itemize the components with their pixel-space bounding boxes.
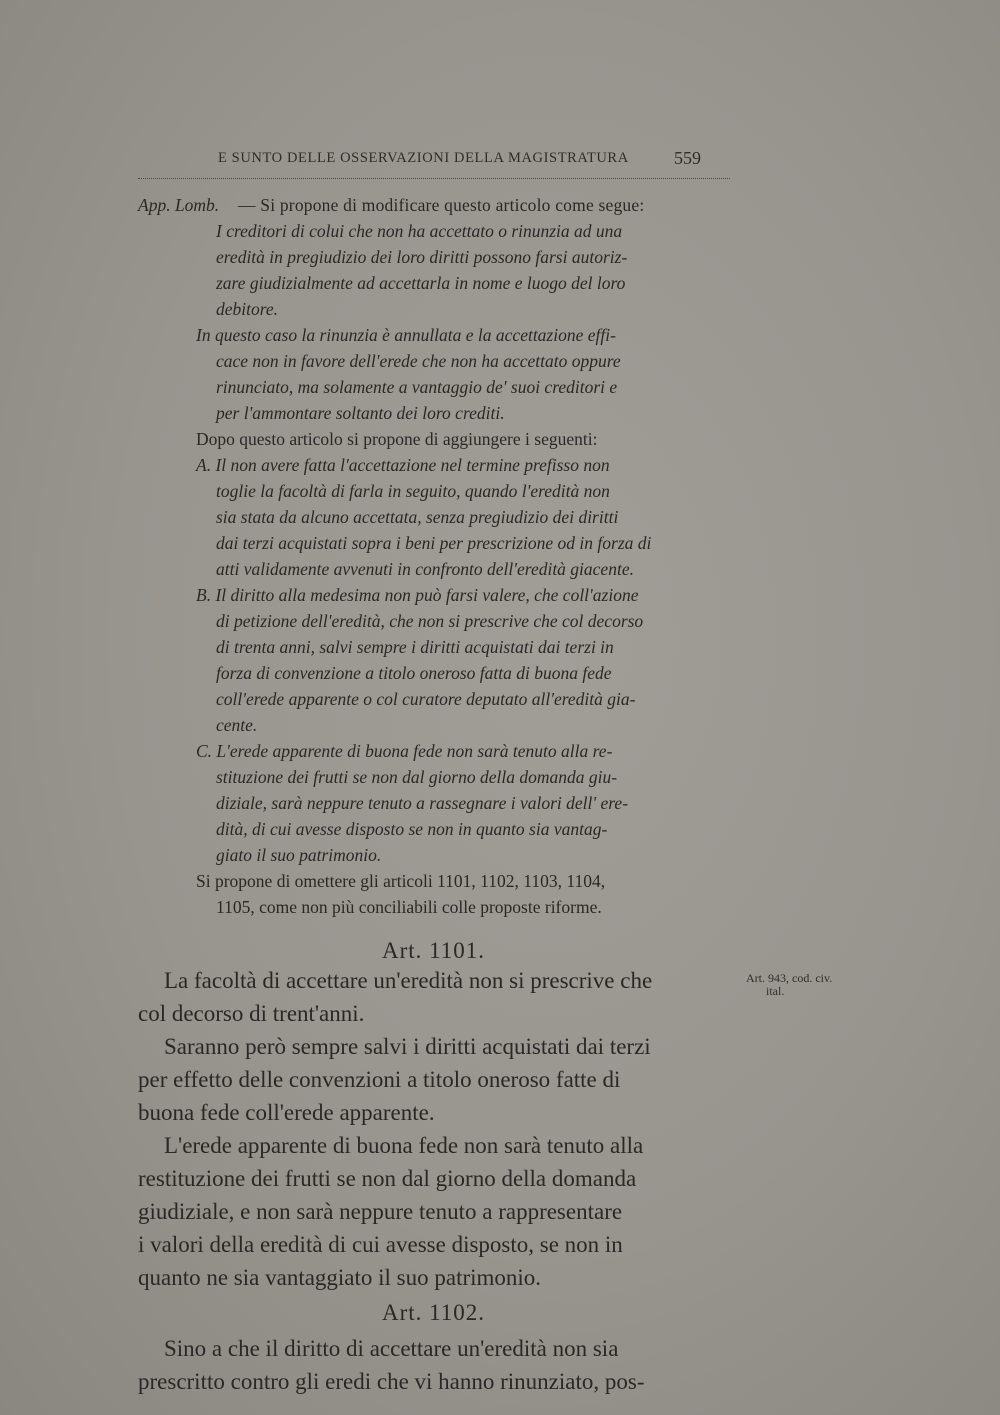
article-text-line: Sino a che il diritto di accettare un'eredità non sia: [164, 1336, 619, 1361]
notes-line: di trenta anni, salvi sempre i diritti acquistati dai terzi in: [216, 637, 614, 657]
notes-line: diziale, sarà neppure tenuto a rassegnare i valori dell' ere-: [216, 793, 629, 813]
notes-line: Si propone di omettere gli articoli 1101, 1102, 1103, 1104,: [196, 871, 606, 891]
page-number: 559: [674, 148, 701, 168]
notes-line: di petizione dell'eredità, che non si prescrive che col decorso: [216, 611, 644, 631]
notes-line: C. L'erede apparente di buona fede non sarà tenuto alla re-: [196, 741, 613, 761]
article-text-line: quanto ne sia vantaggiato il suo patrimonio.: [138, 1265, 542, 1290]
notes-line: rinunciato, ma solamente a vantaggio de' suoi creditori e: [216, 377, 618, 397]
notes-label: App. Lomb.: [138, 195, 220, 215]
notes-line: giato il suo patrimonio.: [216, 845, 382, 865]
article-text-line: restituzione dei frutti se non dal giorno della domanda: [138, 1166, 637, 1191]
article-text-line: col decorso di trent'anni.: [138, 1001, 365, 1026]
notes-line: zare giudizialmente ad accettarla in nome e luogo del loro: [216, 273, 626, 293]
margin-note: Art. 943, cod. civ.: [746, 971, 833, 985]
notes-line: dità, di cui avesse disposto se non in quanto sia vantag-: [216, 819, 608, 839]
notes-line: 1105, come non più conciliabili colle proposte riforme.: [216, 897, 602, 917]
notes-line: coll'erede apparente o col curatore deputato all'eredità gia-: [216, 689, 636, 709]
notes-line: per l'ammontare soltanto dei loro crediti.: [216, 403, 505, 423]
article-text-line: Saranno però sempre salvi i diritti acquistati dai terzi: [164, 1034, 651, 1059]
notes-line: Dopo questo articolo si propone di aggiungere i seguenti:: [196, 429, 598, 449]
article-text-line: L'erede apparente di buona fede non sarà tenuto alla: [164, 1133, 644, 1158]
notes-line: cente.: [216, 715, 258, 735]
notes-line: stituzione dei frutti se non dal giorno della domanda giu-: [216, 767, 618, 787]
running-title: E SUNTO DELLE OSSERVAZIONI DELLA MAGISTRATURA: [218, 150, 629, 166]
notes-line: B. Il diritto alla medesima non può farsi valere, che coll'azione: [196, 585, 639, 605]
notes-line: sia stata da alcuno accettata, senza pregiudizio dei diritti: [216, 507, 619, 527]
notes-line: debitore.: [216, 299, 279, 319]
article-text-line: La facoltà di accettare un'eredità non si prescrive che: [164, 968, 653, 993]
article-text-line: prescritto contro gli eredi che vi hanno rinunziato, pos-: [138, 1369, 645, 1394]
header-rule: [138, 178, 730, 179]
notes-line: In questo caso la rinunzia è annullata e la accettazione effi-: [196, 325, 616, 345]
article-text-line: giudiziale, e non sarà neppure tenuto a rappresentare: [138, 1199, 623, 1224]
notes-line: — Si propone di modificare questo articolo come segue:: [238, 195, 645, 215]
article-text-line: i valori della eredità di cui avesse disposto, se non in: [138, 1232, 623, 1257]
notes-line: I creditori di colui che non ha accettato o rinunzia ad una: [216, 221, 623, 241]
notes-line: toglie la facoltà di farla in seguito, quando l'eredità non: [216, 481, 610, 501]
article-heading: Art. 1101.: [382, 938, 486, 963]
notes-line: cace non in favore dell'erede che non ha accettato oppure: [216, 351, 621, 371]
notes-line: atti validamente avvenuti in confronto dell'eredità giacente.: [216, 559, 634, 579]
notes-line: dai terzi acquistati sopra i beni per prescrizione od in forza di: [216, 533, 652, 553]
notes-line: forza di convenzione a titolo oneroso fatta di buona fede: [216, 663, 612, 683]
article-heading: Art. 1102.: [382, 1300, 486, 1325]
article-text-line: per effetto delle convenzioni a titolo oneroso fatte di: [138, 1067, 621, 1092]
margin-note: ital.: [766, 984, 785, 998]
article-text-line: buona fede coll'erede apparente.: [138, 1100, 435, 1125]
notes-line: A. Il non avere fatta l'accettazione nel termine prefisso non: [196, 455, 610, 475]
notes-line: eredità in pregiudizio dei loro diritti possono farsi autoriz-: [216, 247, 628, 267]
